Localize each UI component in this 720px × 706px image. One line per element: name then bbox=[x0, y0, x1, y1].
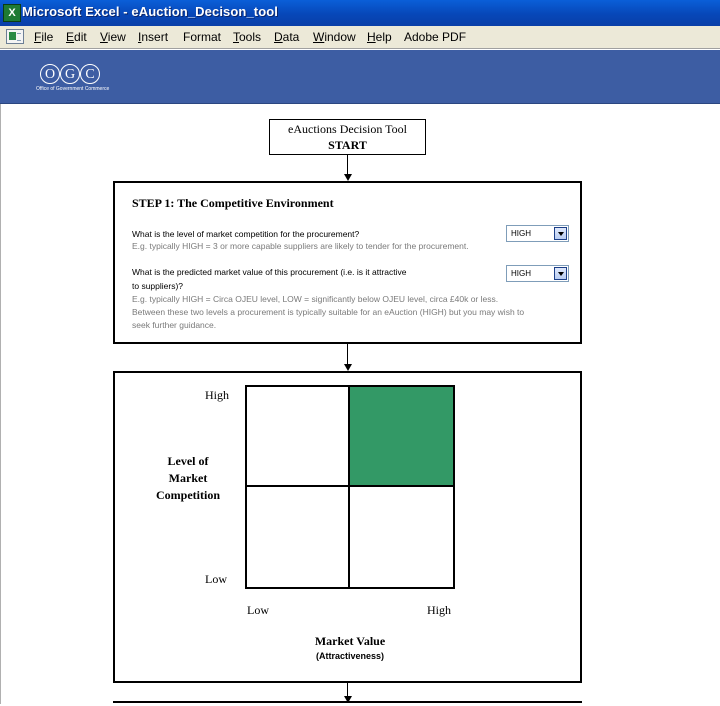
quadrant-high-competition-high-value bbox=[350, 387, 453, 487]
step1-panel bbox=[113, 181, 582, 344]
market-value-hint-line1: E.g. typically HIGH = Circa OJEU level, LOW = significantly below OJEU level, circa £40k or less. bbox=[132, 294, 499, 304]
chevron-down-icon[interactable] bbox=[554, 227, 567, 240]
connector-line bbox=[347, 683, 348, 697]
menu-data[interactable]: Data bbox=[274, 30, 300, 44]
workbook-icon[interactable] bbox=[6, 29, 24, 44]
logo-letter-g: G bbox=[60, 64, 80, 84]
y-axis-title: Level of Market Competition bbox=[156, 454, 220, 502]
market-value-question-line1: What is the predicted market value of this procurement (i.e. is it attractive bbox=[132, 267, 407, 277]
connector-line bbox=[347, 155, 348, 174]
market-value-select-value: HIGH bbox=[511, 269, 531, 278]
start-box bbox=[269, 119, 426, 155]
competition-select-value: HIGH bbox=[511, 229, 531, 238]
competition-question: What is the level of market competition for the procurement? bbox=[132, 229, 360, 239]
x-axis-high-label: High bbox=[427, 603, 451, 617]
ogc-logo bbox=[36, 64, 108, 98]
arrow-down-icon bbox=[344, 364, 352, 371]
market-value-hint-line3: seek further guidance. bbox=[132, 320, 217, 330]
market-value-select[interactable] bbox=[506, 265, 569, 282]
x-axis-low-label: Low bbox=[247, 603, 269, 617]
window-title: Microsoft Excel - eAuction_Decison_tool bbox=[22, 4, 279, 19]
menu-format[interactable]: Format bbox=[183, 30, 222, 44]
chevron-down-icon[interactable] bbox=[554, 267, 567, 280]
tool-title: eAuctions Decision Tool bbox=[288, 122, 407, 136]
connector-line bbox=[347, 344, 348, 364]
menu-bar bbox=[0, 26, 720, 49]
competition-hint: E.g. typically HIGH = 3 or more capable suppliers are likely to tender for the procurement. bbox=[132, 241, 469, 251]
market-value-question-line2: to suppliers)? bbox=[132, 281, 184, 291]
y-axis-low-label: Low bbox=[205, 572, 227, 586]
x-axis-title: Market Value bbox=[314, 634, 386, 648]
quadrant-low-competition-low-value bbox=[247, 487, 350, 587]
decision-matrix bbox=[245, 385, 455, 589]
menu-tools[interactable]: Tools bbox=[233, 30, 262, 44]
decision-matrix-panel bbox=[113, 371, 582, 683]
market-value-hint-line2: Between these two levels a procurement is typically suitable for an eAuction (HIGH) but you may wish to bbox=[132, 307, 525, 317]
menu-window[interactable]: Window bbox=[313, 30, 356, 44]
y-axis-high-label: High bbox=[205, 388, 229, 402]
step1-title: STEP 1: The Competitive Environment bbox=[132, 196, 334, 210]
competition-select[interactable] bbox=[506, 225, 569, 242]
quadrant-high-competition-low-value bbox=[247, 387, 350, 487]
start-label: START bbox=[328, 138, 367, 152]
menu-view[interactable]: View bbox=[100, 30, 126, 44]
logo-letter-c: C bbox=[80, 64, 100, 84]
menu-adobe-pdf[interactable]: Adobe PDF bbox=[404, 30, 467, 44]
x-axis-subtitle: (Attractiveness) bbox=[315, 651, 385, 661]
ogc-banner bbox=[0, 50, 720, 104]
window-title-bar[interactable] bbox=[0, 0, 720, 26]
menu-insert[interactable]: Insert bbox=[138, 30, 169, 44]
menu-edit[interactable]: Edit bbox=[66, 30, 87, 44]
logo-tagline: Office of Government Commerce bbox=[36, 86, 110, 92]
menu-file[interactable]: File bbox=[34, 30, 54, 44]
menu-help[interactable]: Help bbox=[367, 30, 392, 44]
excel-app-icon[interactable]: X bbox=[3, 4, 21, 22]
arrow-down-icon bbox=[344, 174, 352, 181]
logo-letter-o: O bbox=[40, 64, 60, 84]
quadrant-low-competition-high-value bbox=[350, 487, 453, 587]
